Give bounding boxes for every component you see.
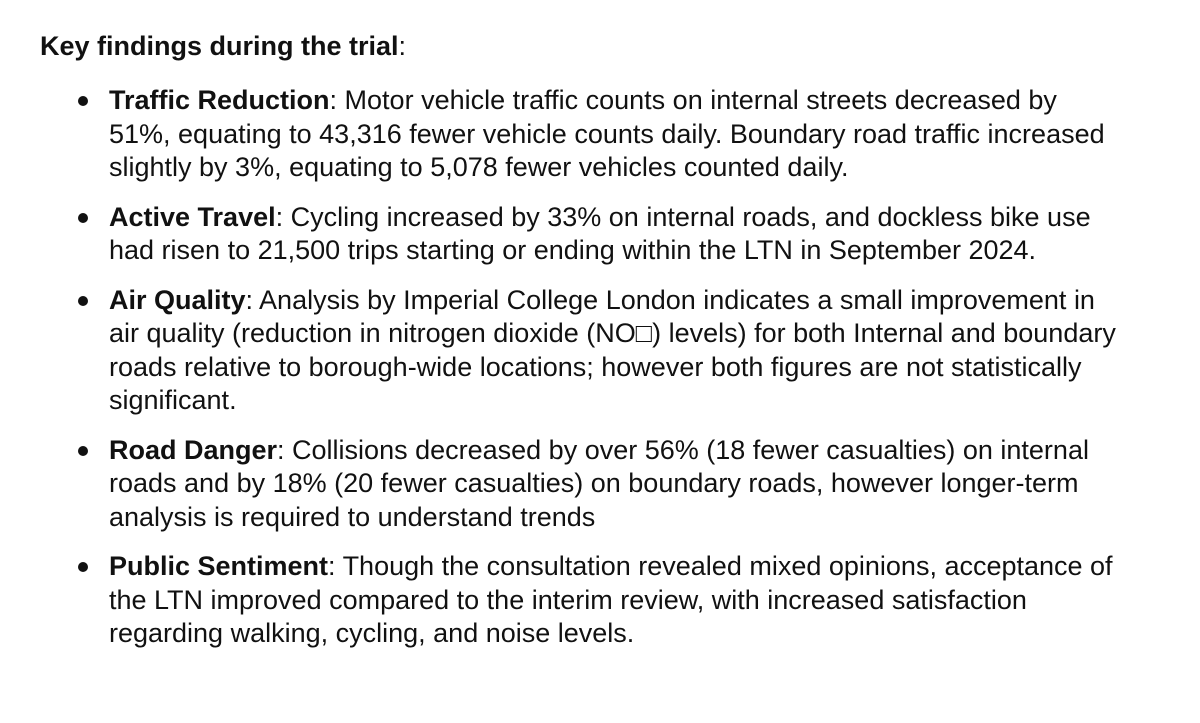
- finding-title: Active Travel: [109, 201, 276, 232]
- finding-title: Traffic Reduction: [109, 85, 330, 115]
- heading-suffix: :: [398, 31, 407, 61]
- finding-text: Collisions decreased by over 56% (18 fewer casualties) on internal roads and by 18% (20 fewer casualties) on boundary roads, however longer-term analysis is required to understand trends: [109, 434, 1089, 532]
- bullet-icon: [78, 446, 88, 456]
- finding-road-danger: Road Danger: Collisions decreased by over 56% (18 fewer casualties) on internal roads and by 18% (20 fewer casualties) on boundary roads, however longer-term analysis is required to understand trends: [40, 434, 1160, 535]
- finding-public-sentiment: Public Sentiment: Though the consultation revealed mixed opinions, acceptance of the LTN improved compared to the interim review, with increased satisfaction regarding walking, cycling, and noise levels.: [40, 550, 1160, 651]
- finding-title: Air Quality: [109, 284, 246, 315]
- bullet-icon: [78, 96, 88, 106]
- finding-traffic-reduction: Traffic Reduction: Motor vehicle traffic counts on internal streets decreased by 51%, equating to 43,316 fewer vehicle counts daily. Boundary road traffic increased slightly by 3%, equating to 5,078 fewer vehicles counted daily.: [40, 84, 1160, 185]
- finding-active-travel: Active Travel: Cycling increased by 33% on internal roads, and dockless bike use had risen to 21,500 trips starting or ending within the LTN in September 2024.: [40, 201, 1160, 268]
- bullet-icon: [78, 296, 88, 306]
- bullet-icon: [78, 213, 88, 223]
- document-body: [40, 28, 1160, 667]
- finding-text: Cycling increased by 33% on internal roads, and dockless bike use had risen to 21,500 trips starting or ending within the LTN in September 2024.: [109, 201, 1091, 265]
- finding-text: Though the consultation revealed mixed opinions, acceptance of the LTN improved compared to the interim review, with increased satisfaction regarding walking, cycling, and noise levels.: [109, 551, 1113, 648]
- finding-text: Motor vehicle traffic counts on internal streets decreased by 51%, equating to 43,316 fewer vehicle counts daily. Boundary road traffic increased slightly by 3%, equating to 5,078 fewer vehicles counted daily.: [109, 85, 1105, 182]
- bullet-icon: [78, 562, 88, 572]
- key-findings-heading: [40, 28, 1160, 64]
- heading-bold-text: Key findings during the trial: [40, 31, 399, 61]
- finding-title: Public Sentiment: [109, 551, 329, 581]
- findings-list: [40, 84, 1160, 651]
- finding-text: Analysis by Imperial College London indicates a small improvement in air quality (reduction in nitrogen dioxide (NO□) levels) for both Internal and boundary roads relative to borough-wide locations; however both figures are not statistically significant.: [109, 284, 1116, 415]
- finding-title: Road Danger: [109, 434, 278, 465]
- finding-air-quality: Air Quality: Analysis by Imperial College London indicates a small improvement in air quality (reduction in nitrogen dioxide (NO□) levels) for both Internal and boundary roads relative to borough-wide locations; however both figures are not statistically significant.: [40, 284, 1160, 418]
